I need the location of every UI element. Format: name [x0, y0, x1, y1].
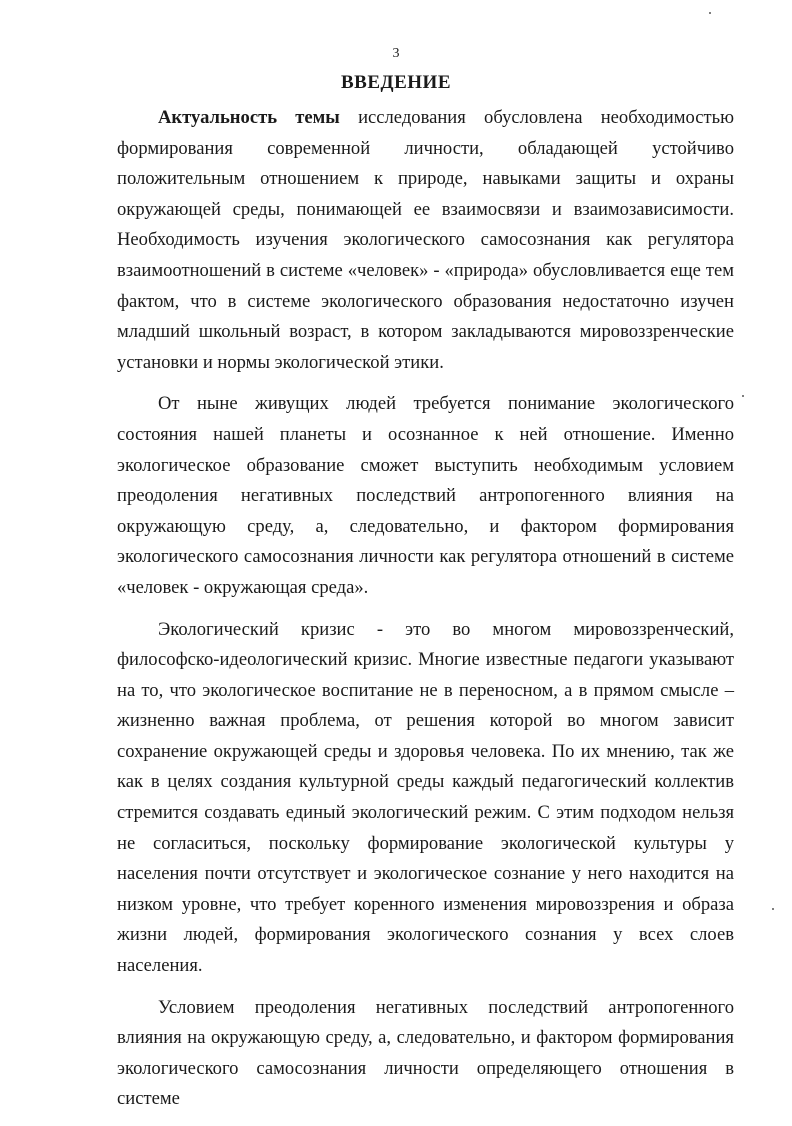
paragraph-education [117, 389, 734, 603]
paragraph-crisis [117, 615, 734, 982]
scan-speck [772, 908, 774, 910]
paragraph-condition [117, 993, 734, 1115]
paragraph-text: Условием преодоления негативных последствий антропогенного влияния на окружающую среду, а, следовательно, и фактором формирования экологического самосознания личности определяющего отношения в системе [117, 996, 734, 1110]
section-heading: ВВЕДЕНИЕ [341, 72, 451, 93]
scan-speck [742, 395, 744, 397]
paragraph-text: Экологический кризис - это во многом мировоззренческий, философско-идеологический кризис. Многие известные педагоги указывают на то, что экологическое воспитание не в переносном, а в прямом смысле – жизненно важная проблема, от решения которой во многом зависит сохранение окружающей среды и здоровья человека. По их мнению, так же как в целях создания культурной среды каждый педагогический коллектив стремится создавать единый экологический режим. С этим подходом нельзя не согласиться, поскольку формирование экологической культуры у населения почти отсутствует и экологическое сознание у него находится на низком уровне, что требует коренного изменения мировоззрения и образа жизни людей, формирования экологического сознания у всех слоев населения. [117, 618, 734, 977]
paragraph-relevance [117, 103, 734, 378]
scan-speck [709, 12, 711, 14]
paragraph-lead: Актуальность темы [158, 107, 340, 128]
paragraph-text: исследования обусловлена необходимостью формирования современной личности, обладающей устойчиво положительным отношением к природе, навыками защиты и охраны окружающей среды, понимающей ее взаимосвязи и взаимозависимости. Необходимость изучения экологического самосознания как регулятора взаимоотношений в системе «человек» - «природа» обусловливается еще тем фактом, что в системе экологического образования недостаточно изучен младший школьный возраст, в котором закладываются мировоззренческие установки и нормы экологической этики. [117, 107, 734, 373]
paragraph-text: От ныне живущих людей требуется понимание экологического состояния нашей планеты и осознанное к ней отношение. Именно экологическое образование сможет выступить необходимым условием преодоления негативных последствий антропогенного влияния на окружающую среду, а, следовательно, и фактором формирования экологического самосознания личности как регулятора отношений в системе «человек - окружающая среда». [117, 393, 734, 598]
page-number: 3 [392, 46, 400, 61]
body-text [117, 103, 734, 1126]
